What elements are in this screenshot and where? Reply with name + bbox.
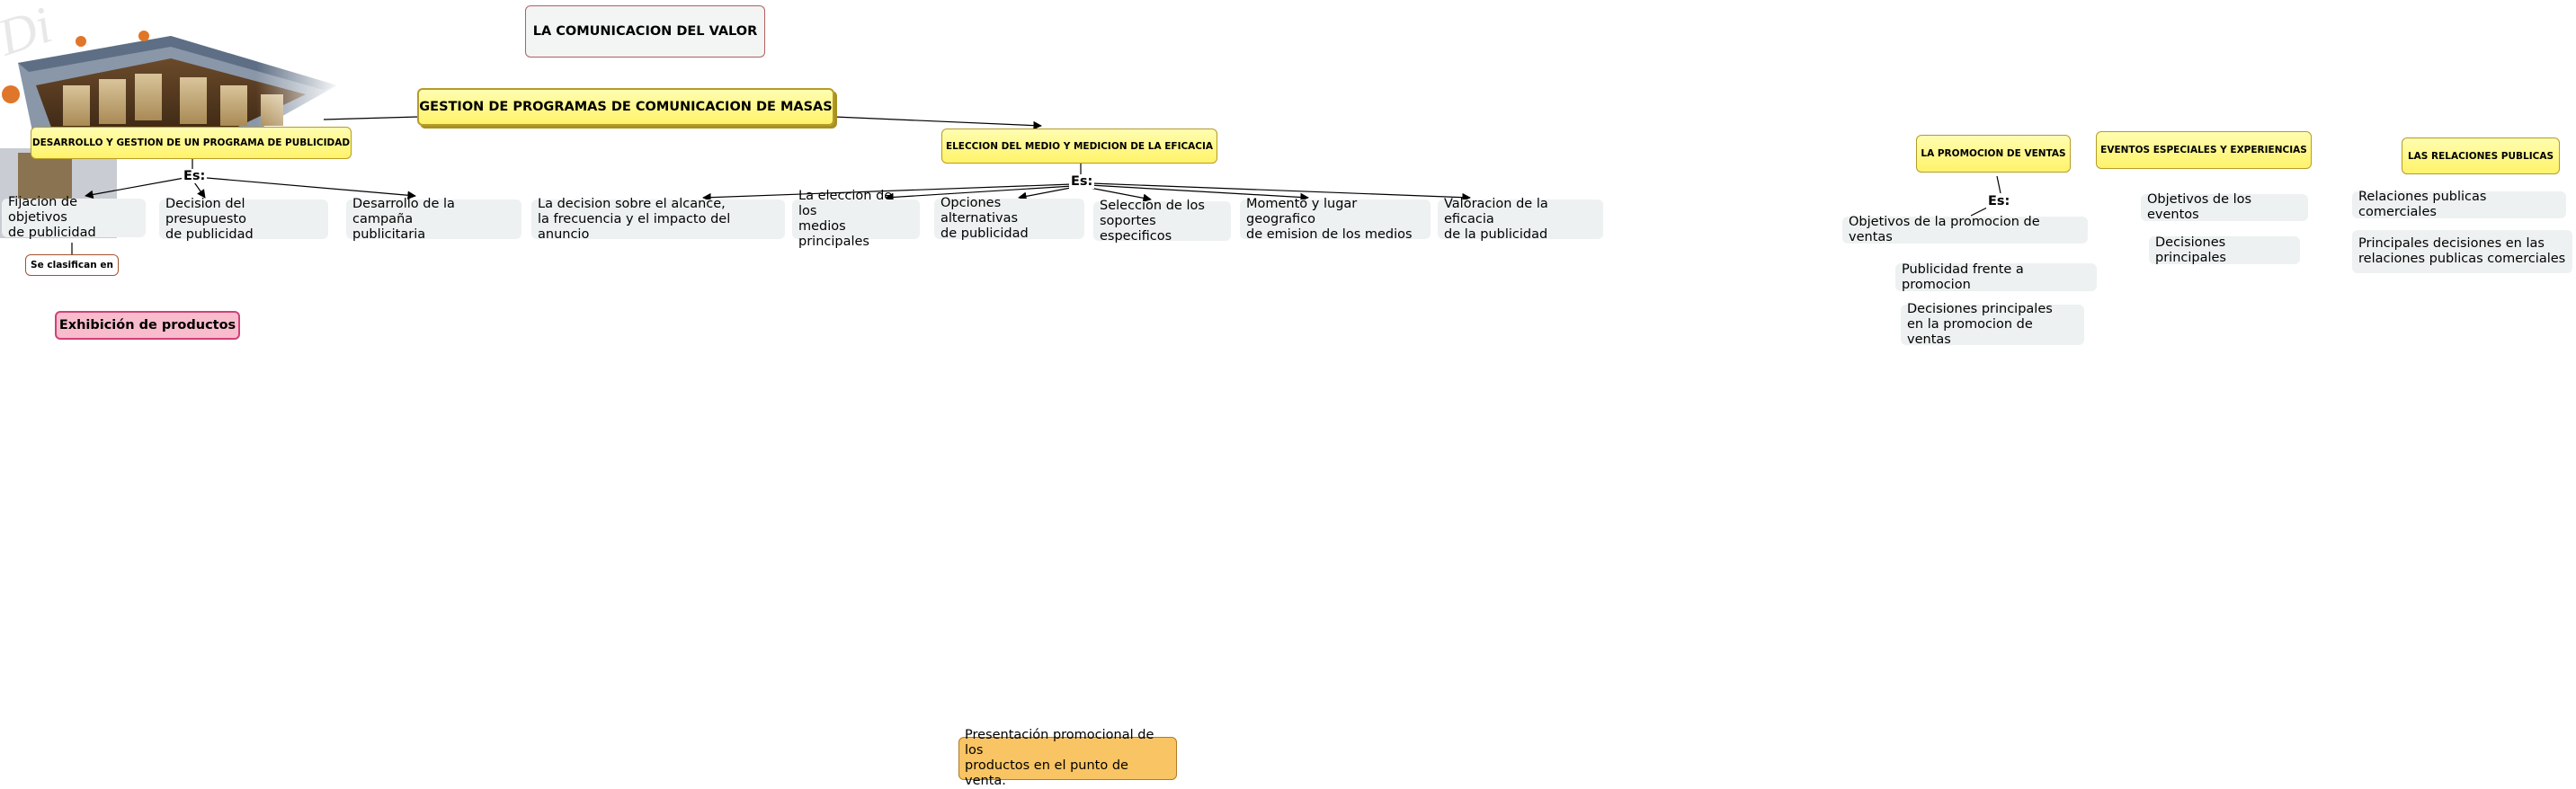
exhibicion-productos[interactable]: Exhibición de productos bbox=[55, 311, 240, 340]
concept-decisiones-promocion[interactable]: Decisiones principales en la promocion de ventas bbox=[1901, 305, 2084, 345]
concept-decisiones-relaciones[interactable]: Principales decisiones en las relaciones publicas comerciales bbox=[2352, 230, 2572, 273]
branch-promocion[interactable]: LA PROMOCION DE VENTAS bbox=[1916, 135, 2071, 173]
concept-objetivos-eventos[interactable]: Objetivos de los eventos bbox=[2141, 194, 2308, 221]
concept-campana[interactable]: Desarrollo de la campaña publicitaria bbox=[346, 199, 521, 239]
branch-relaciones[interactable]: LAS RELACIONES PUBLICAS bbox=[2402, 137, 2560, 174]
concept-valoracion[interactable]: Valoracion de la eficacia de la publicidad bbox=[1438, 199, 1603, 239]
concept-soportes[interactable]: Seleccion de los soportes especificos bbox=[1093, 201, 1231, 241]
main-topic[interactable]: GESTION DE PROGRAMAS DE COMUNICACION DE MASAS bbox=[417, 88, 834, 126]
concept-relaciones-comerciales[interactable]: Relaciones publicas comerciales bbox=[2352, 191, 2566, 218]
branch-eventos[interactable]: EVENTOS ESPECIALES Y EXPERIENCIAS bbox=[2096, 131, 2312, 169]
concept-publicidad-promocion[interactable]: Publicidad frente a promocion bbox=[1895, 263, 2097, 291]
concept-fijacion-objetivos[interactable]: Fijacion de objetivos de publicidad bbox=[2, 199, 146, 237]
branch-publicidad[interactable]: DESARROLLO Y GESTION DE UN PROGRAMA DE PUBLICIDAD bbox=[31, 127, 352, 159]
concept-alcance[interactable]: La decision sobre el alcance, la frecuencia y el impacto del anuncio bbox=[531, 199, 785, 239]
concept-objetivos-promocion[interactable]: Objetivos de la promocion de ventas bbox=[1842, 217, 2088, 244]
presentacion-promocional[interactable]: Presentación promocional de los productos en el punto de venta. bbox=[958, 737, 1177, 780]
es-connector-publicidad: Es: bbox=[183, 169, 206, 183]
link-se-clasifican: Se clasifican en bbox=[25, 254, 119, 276]
es-connector-medio: Es: bbox=[1071, 174, 1093, 189]
concept-presupuesto[interactable]: Decision del presupuesto de publicidad bbox=[159, 199, 328, 239]
concept-opciones[interactable]: Opciones alternativas de publicidad bbox=[934, 199, 1084, 239]
concept-eleccion-medios[interactable]: La eleccion de los medios principales bbox=[792, 199, 920, 239]
concept-decisiones-eventos[interactable]: Decisiones principales bbox=[2149, 236, 2300, 264]
es-connector-promocion: Es: bbox=[1988, 194, 2010, 208]
branch-medio[interactable]: ELECCION DEL MEDIO Y MEDICION DE LA EFICACIA bbox=[941, 129, 1217, 164]
concept-momento-lugar[interactable]: Momento y lugar geografico de emision de los medios bbox=[1240, 199, 1431, 239]
map-title: LA COMUNICACION DEL VALOR bbox=[525, 5, 765, 58]
